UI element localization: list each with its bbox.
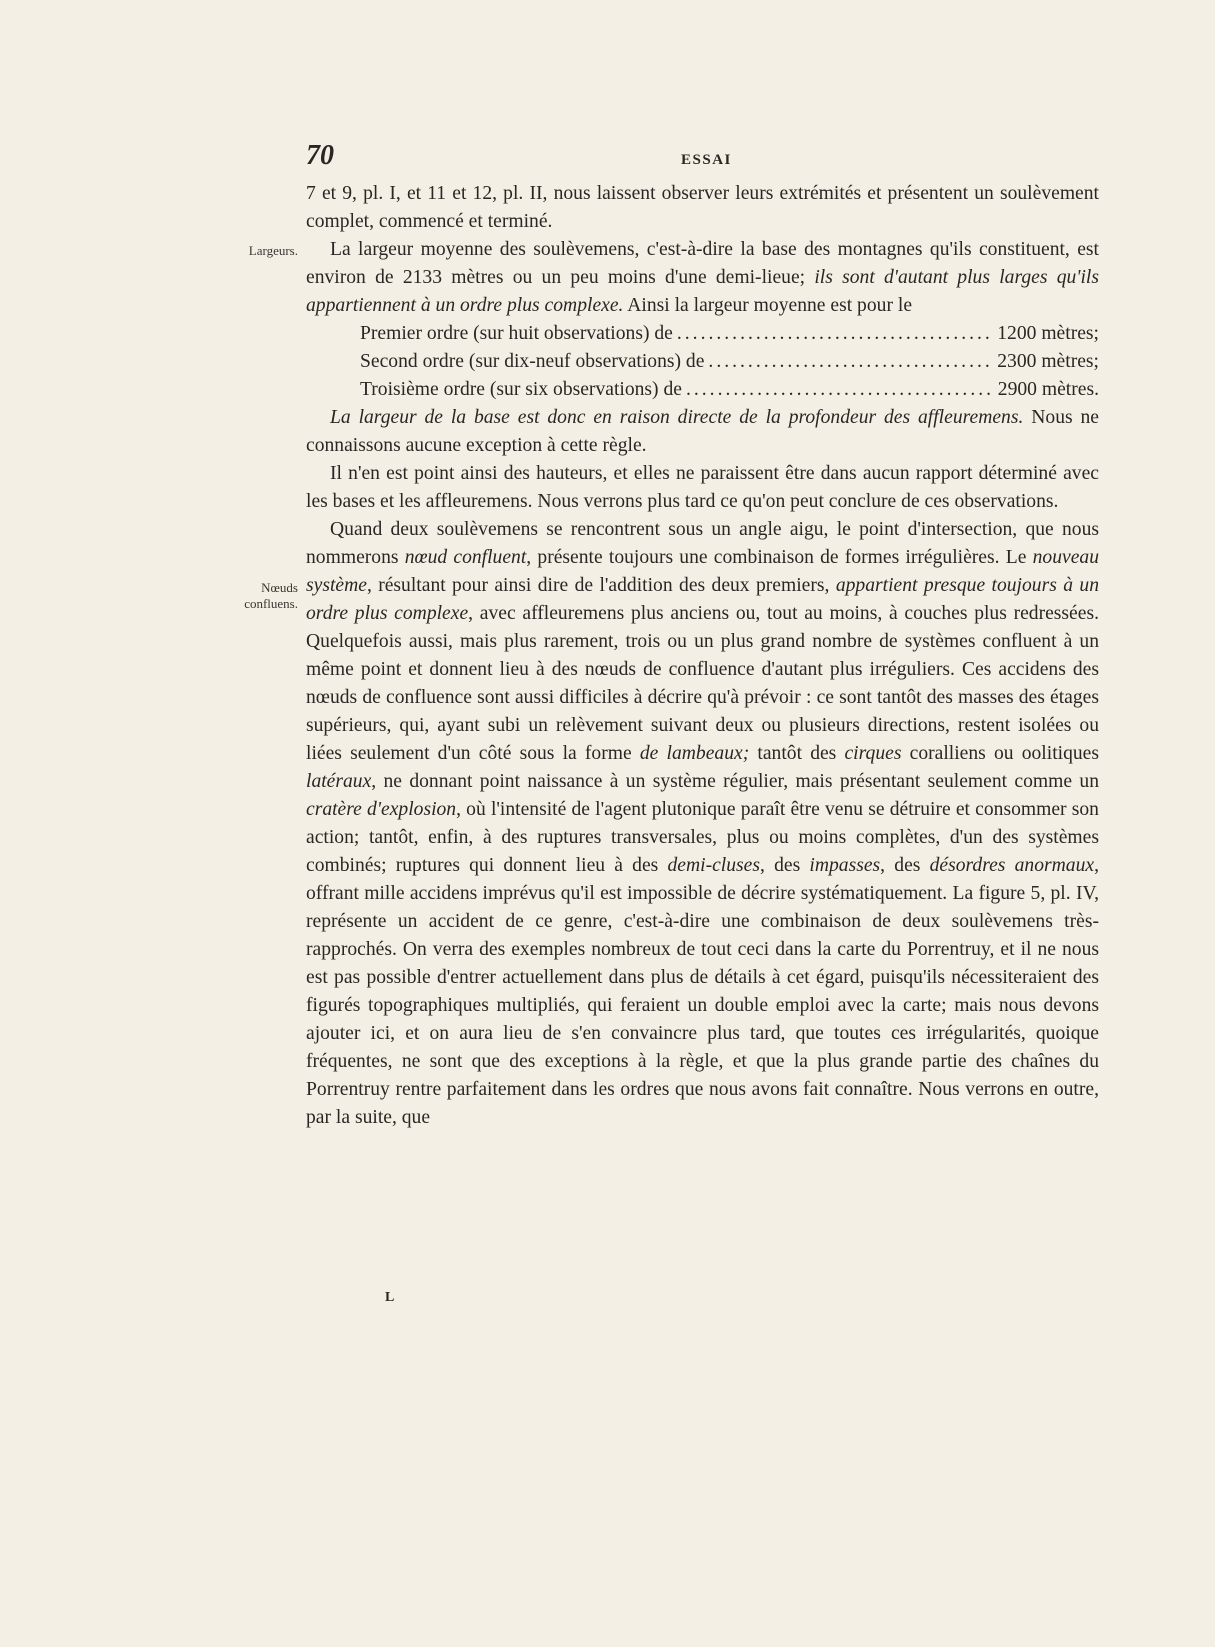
table-label: Second ordre (sur dix-neuf observations) de bbox=[360, 351, 705, 372]
text-run: , résultant pour ainsi dire de l'addition des deux premiers, bbox=[366, 575, 836, 596]
text-run: , des bbox=[880, 855, 930, 876]
table-row bbox=[360, 320, 1099, 348]
leader-dots bbox=[677, 320, 993, 348]
emphasis: nouveau système bbox=[306, 547, 1099, 596]
text-run: 7 et 9, pl. I, et 11 et 12, pl. II, nous laissent observer leurs extrémités et présentent un soulèvement complet, commencé et terminé. bbox=[306, 183, 1099, 232]
text-run: , où l'intensité de l'agent plutonique paraît être venu se détruire et consommer son action; tantôt, enfin, à des ruptures transversales, plus ou moins complètes, d'un des systèmes combinés; ruptures qui donnent lieu à des bbox=[306, 799, 1099, 876]
text-run: , avec affleuremens plus anciens ou, tout au moins, à couches plus redressées. Quelquefois aussi, mais plus rarement, trois ou un plus grand nombre de systèmes confluent à un même point et donnent lieu à des nœuds de confluence d'autant plus irréguliers. Ces accidens des nœuds de confluence sont aussi difficiles à décrire qu'à prévoir : ce sont tantôt des masses des étages supérieurs, qui, ayant subi un relèvement suivant deux ou plusieurs directions, restent isolées ou liées seulement d'un côté sous la forme bbox=[306, 603, 1099, 764]
text-run: La largeur moyenne des soulèvemens, c'est-à-dire la base des montagnes qu'ils constituent, est environ de 2133 mètres ou un peu moins d'une demi-lieue; bbox=[306, 239, 1099, 288]
paragraph bbox=[306, 404, 1099, 460]
text-run: Quand deux soulèvemens se rencontrent sous un angle aigu, le point d'intersection, que nous nommerons bbox=[306, 519, 1099, 568]
text-run: Ainsi la largeur moyenne est pour le bbox=[623, 295, 913, 316]
margin-note-text: Nœuds bbox=[261, 580, 298, 595]
text-run: , présente toujours une combinaison de formes irrégulières. Le bbox=[526, 547, 1033, 568]
paragraph bbox=[306, 236, 1099, 320]
emphasis: ils sont d'autant plus larges qu'ils appartiennent à un ordre plus complexe. bbox=[306, 267, 1099, 316]
table-value: 2300 mètres; bbox=[997, 351, 1099, 372]
leader-dots bbox=[686, 376, 994, 404]
text-run: , ne donnant point naissance à un système régulier, mais présentant seulement comme un bbox=[371, 771, 1099, 792]
text-run: , offrant mille accidens imprévus qu'il est impossible de décrire systématiquement. La figure 5, pl. IV, représente un accident de ce genre, c'est-à-dire une combinaison de deux soulèvemens très-rapprochés. On verra des exemples nombreux de tout ceci dans la carte du Porrentruy, et il ne nous est pas possible d'entrer actuellement dans plus de détails à cet égard, puisqu'ils nécessiteraient des figurés topographiques multipliés, qui feraient un double emploi avec la carte; mais nous devons ajouter ici, et on aura lieu de s'en convaincre plus tard, que toutes ces irrégularités, quoique fréquentes, ne sont que des exceptions à la règle, et que la plus grande partie des chaînes du Porrentruy rentre parfaitement dans les ordres que nous avons fait connaître. Nous verrons en outre, par la suite, que bbox=[306, 855, 1099, 1128]
margin-note-noeuds bbox=[228, 580, 298, 612]
running-title: ESSAI bbox=[681, 152, 732, 168]
margin-note-text: confluens. bbox=[244, 596, 298, 611]
margin-note-text: Largeurs. bbox=[248, 243, 298, 258]
page-number: 70 bbox=[306, 140, 334, 171]
table-label: Troisième ordre (sur six observations) de bbox=[360, 379, 682, 400]
emphasis: demi-cluses bbox=[667, 855, 760, 876]
emphasis: La largeur de la base est donc en raison directe de la profondeur des affleuremens. bbox=[330, 407, 1024, 428]
paragraph bbox=[306, 460, 1099, 516]
text-run: coralliens ou oolitiques bbox=[901, 743, 1100, 764]
body-text bbox=[306, 180, 1099, 1132]
table-value: 2900 mètres. bbox=[997, 379, 1099, 400]
emphasis: cratère d'explosion bbox=[306, 799, 457, 820]
emphasis: désordres anormaux bbox=[929, 855, 1095, 876]
emphasis: impasses bbox=[809, 855, 881, 876]
signature-mark: L bbox=[385, 1290, 395, 1305]
table-row bbox=[360, 376, 1099, 404]
emphasis: latéraux bbox=[306, 771, 372, 792]
table-label: Premier ordre (sur huit observations) de bbox=[360, 323, 673, 344]
leader-dots bbox=[708, 348, 993, 376]
emphasis: cirques bbox=[844, 743, 902, 764]
text-run: , des bbox=[759, 855, 810, 876]
text-run: tantôt des bbox=[749, 743, 845, 764]
table-value: 1200 mètres; bbox=[997, 323, 1099, 344]
emphasis: nœud confluent bbox=[404, 547, 527, 568]
text-run: Nous ne connaissons aucune exception à cette règle. bbox=[306, 407, 1099, 456]
paragraph bbox=[306, 180, 1099, 236]
table-row bbox=[360, 348, 1099, 376]
page-header bbox=[306, 140, 1086, 176]
emphasis: appartient presque toujours à un ordre plus complexe bbox=[306, 575, 1099, 624]
paragraph bbox=[306, 516, 1099, 1132]
margin-note-largeurs bbox=[228, 243, 298, 259]
emphasis: de lambeaux; bbox=[639, 743, 750, 764]
text-run: Il n'en est point ainsi des hauteurs, et elles ne paraissent être dans aucun rapport déterminé avec les bases et les affleuremens. Nous verrons plus tard ce qu'on peut conclure de ces observations. bbox=[306, 463, 1099, 512]
